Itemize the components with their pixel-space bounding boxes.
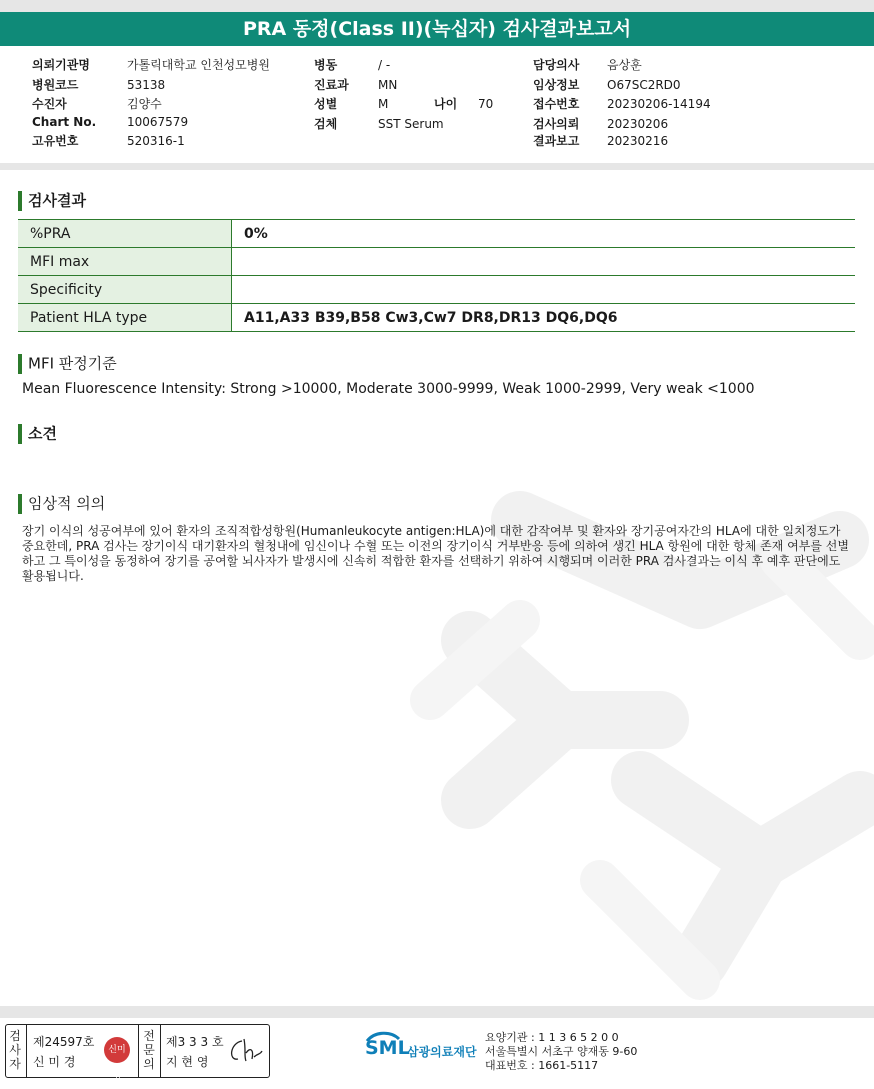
info-label: 의뢰기관명 xyxy=(32,58,90,72)
clinical-significance-text: 장기 이식의 성공여부에 있어 환자의 조직적합성항원(Humanleukocyte antigen:HLA)에 대한 감작여부 및 환자와 장기공여자간의 HLA에 대한 일치정도가 중요한데, PRA 검사는 장기이식 대기환자의 혈청내에 임신이나 수혈 또는 이전의 장기이식 거부반응 등에 의하여 생긴 HLA 항원에 대한 항체 존재 여부를 선별하고 그 특이성을 동정하여 장기를 공여할 뇌사자가 발생시에 신속히 적합한 환자를 선택하기 위하여 시행되며 이러한 PRA 검사결과는 이식 후 예후 판단에도 활용됩니다. xyxy=(22,524,849,583)
info-value: / - xyxy=(378,58,391,72)
info-value: 20230206-14194 xyxy=(607,97,711,111)
info-label: 임상정보 xyxy=(533,77,580,92)
section-marker xyxy=(18,494,22,514)
foundation-name: 삼광의료재단 xyxy=(407,1045,477,1059)
info-row-patient xyxy=(32,95,270,115)
info-row-ward xyxy=(314,56,493,76)
info-row-unique-no xyxy=(32,132,270,152)
logo-text: SML xyxy=(365,1037,410,1059)
result-key: MFI max xyxy=(18,248,232,276)
info-value: 음상훈 xyxy=(607,58,642,72)
results-table xyxy=(18,219,855,332)
table-row xyxy=(18,276,855,304)
signature-icon xyxy=(224,1035,264,1067)
organization-info xyxy=(485,1031,637,1073)
section-marker xyxy=(18,354,22,374)
info-value: SST Serum xyxy=(378,116,444,131)
info-column-2 xyxy=(314,56,493,134)
result-value: 0% xyxy=(232,220,856,248)
table-row xyxy=(18,220,855,248)
info-row-specimen xyxy=(314,115,493,135)
info-column-1 xyxy=(32,56,270,152)
info-value: 520316-1 xyxy=(127,134,185,148)
info-row-doctor xyxy=(533,56,711,76)
info-label: 진료과 xyxy=(314,77,349,92)
section-opinion-heading xyxy=(18,422,57,444)
result-value: A11,A33 B39,B58 Cw3,Cw7 DR8,DR13 DQ6,DQ6 xyxy=(232,304,856,332)
info-row-sex xyxy=(314,95,493,115)
section-criteria-heading xyxy=(18,352,117,374)
info-value: 20230216 xyxy=(607,134,669,148)
institution-code: 요양기관 : 1 1 3 6 5 2 0 0 xyxy=(485,1031,619,1044)
info-value: 53138 xyxy=(127,77,166,92)
info-label: 고유번호 xyxy=(32,134,79,148)
table-row xyxy=(18,304,855,332)
info-label: 결과보고 xyxy=(533,134,580,148)
age-label: 나이 xyxy=(434,97,458,111)
result-key: Specificity xyxy=(18,276,232,304)
info-value: 20230206 xyxy=(607,116,669,131)
tester-label: 검사자 xyxy=(9,1029,21,1071)
divider xyxy=(160,1025,161,1077)
info-row-receipt-no xyxy=(533,95,711,115)
info-row-clinical-info xyxy=(533,76,711,96)
section-marker xyxy=(18,191,22,211)
section-results-heading xyxy=(18,189,86,211)
info-row-department xyxy=(314,76,493,96)
info-value: O67SC2RD0 xyxy=(607,77,681,92)
info-value: 김양수 xyxy=(127,97,162,111)
result-value xyxy=(232,276,856,304)
footer-band xyxy=(0,1006,874,1018)
divider xyxy=(138,1025,139,1077)
section-title: MFI 판정기준 xyxy=(28,354,117,373)
info-label: 수진자 xyxy=(32,97,67,111)
tester-name: 신 미 경 xyxy=(33,1055,76,1069)
checker-name: 지 현 영 xyxy=(166,1055,209,1069)
phone: 대표번호 : 1661-5117 xyxy=(485,1059,599,1072)
signature-box xyxy=(5,1024,270,1081)
section-marker xyxy=(18,424,22,444)
tester-seal-icon: 신미경 xyxy=(104,1037,130,1063)
separator-bar xyxy=(0,163,874,170)
result-value xyxy=(232,248,856,276)
info-label: 접수번호 xyxy=(533,97,580,111)
checker-label: 전문의 xyxy=(143,1029,155,1071)
info-label: Chart No. xyxy=(32,114,97,129)
result-key: %PRA xyxy=(18,220,232,248)
info-value: 10067579 xyxy=(127,114,189,129)
section-clinical-heading xyxy=(18,492,105,514)
info-row-hospital-code xyxy=(32,76,270,96)
result-key: Patient HLA type xyxy=(18,304,232,332)
age-value: 70 xyxy=(478,97,494,111)
section-title: 검사결과 xyxy=(28,191,86,210)
top-band xyxy=(0,0,874,12)
criteria-text: Mean Fluorescence Intensity: Strong >10000, Moderate 3000-9999, Weak 1000-2999, Very weak <1000 xyxy=(22,381,755,397)
info-label: 병원코드 xyxy=(32,77,79,92)
checker-license: 제3 3 3 호 xyxy=(166,1035,224,1049)
info-value: 가톨릭대학교 인천성모병원 xyxy=(127,58,270,72)
info-value: M xyxy=(378,97,389,111)
info-value: MN xyxy=(378,77,398,92)
table-row xyxy=(18,248,855,276)
info-label: 검체 xyxy=(314,116,338,131)
info-label: 검사의뢰 xyxy=(533,116,580,131)
info-row-report-date xyxy=(533,132,711,152)
tester-license: 제24597호 xyxy=(33,1035,95,1049)
divider xyxy=(26,1025,27,1077)
report-title: PRA 동정(Class II)(녹십자) 검사결과보고서 xyxy=(0,12,874,46)
info-label: 담당의사 xyxy=(533,58,580,72)
section-title: 임상적 의의 xyxy=(28,494,106,513)
info-column-3 xyxy=(533,56,711,152)
info-label: 성별 xyxy=(314,97,338,111)
info-label: 병동 xyxy=(314,58,338,72)
address: 서울특별시 서초구 양재동 9-60 xyxy=(485,1045,638,1058)
info-row-institution xyxy=(32,56,270,76)
section-title: 소견 xyxy=(28,424,57,443)
